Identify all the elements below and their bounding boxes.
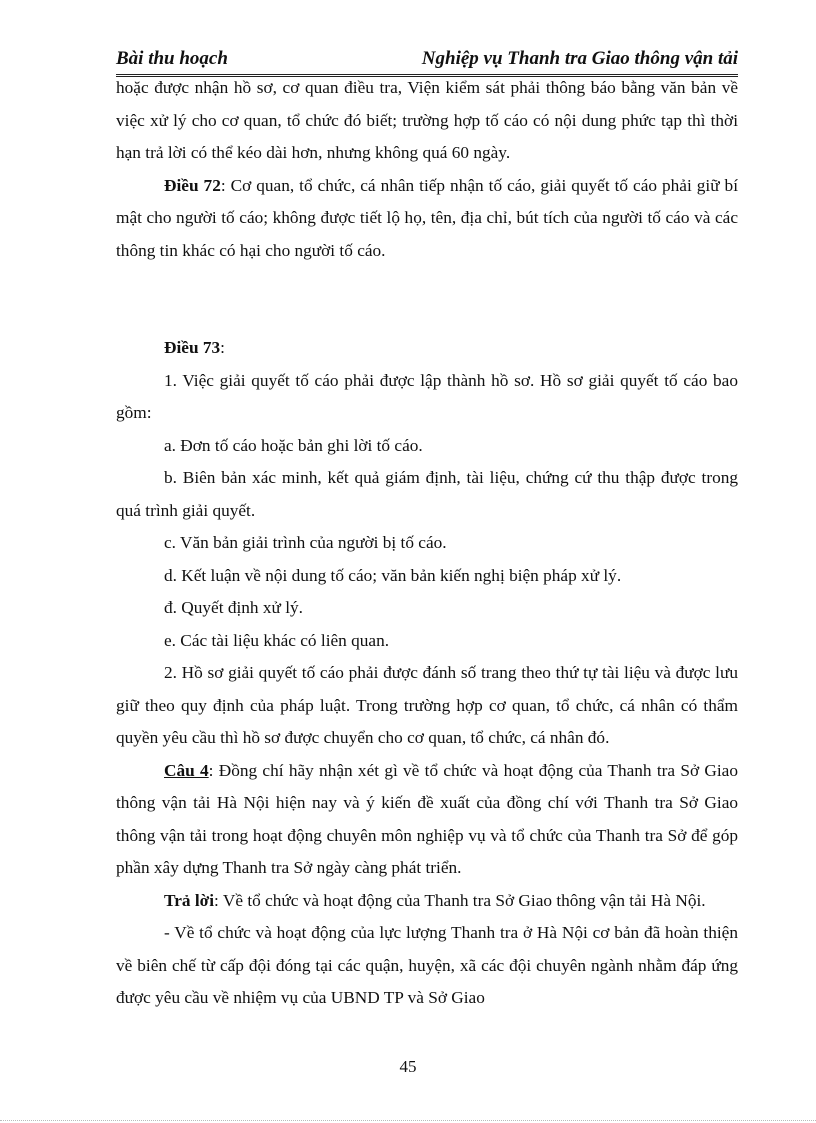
article-72-label: Điều 72 xyxy=(164,175,221,195)
question-4 xyxy=(116,755,738,885)
article-73-heading xyxy=(116,332,738,365)
article-73-item-c: c. Văn bản giải trình của người bị tố cáo. xyxy=(164,533,447,552)
article-73-item-1: 1. Việc giải quyết tố cáo phải được lập thành hồ sơ. Hồ sơ giải quyết tố cáo bao gồm: xyxy=(116,370,738,422)
article-73-item-d: d. Kết luận về nội dung tố cáo; văn bản kiến nghị biện pháp xử lý. xyxy=(164,565,622,585)
article-73-item-2: 2. Hồ sơ giải quyết tố cáo phải được đánh số trang theo thứ tự tài liệu và được lưu giữ theo quy định của pháp luật. Trong trường hợp cơ quan, tổ chức, cá nhân có thẩm quyền yêu cầu thì hồ sơ được chuyển cho cơ quan, tổ chức, cá nhân đó. xyxy=(116,663,738,747)
question-4-label: Câu 4 xyxy=(164,760,209,780)
header-right-title: Nghiệp vụ Thanh tra Giao thông vận tải xyxy=(421,48,738,69)
article-73-item-e: e. Các tài liệu khác có liên quan. xyxy=(164,630,390,650)
answer xyxy=(116,885,738,918)
article-73-item-b: b. Biên bản xác minh, kết quả giám định, tài liệu, chứng cứ thu thập được trong quá trình giải quyết. xyxy=(116,468,738,520)
answer-paragraph: - Về tổ chức và hoạt động của lực lượng Thanh tra ở Hà Nội cơ bản đã hoàn thiện về biên chế từ cấp đội đóng tại các quận, huyện, xã các đội chuyên ngành nhằm đáp ứng được yêu cầu về nhiệm vụ của UBND TP và Sở Giao xyxy=(116,923,738,1007)
question-4-text: : Đồng chí hãy nhận xét gì về tổ chức và hoạt động của Thanh tra Sở Giao thông vận tải Hà Nội hiện nay và ý kiến đề xuất của đồng chí với Thanh tra Sở Giao thông vận tải trong hoạt động chuyên môn nghiệp vụ và tổ chức của Thanh tra Sở để góp phần xây dựng Thanh tra Sở ngày càng phát triển. xyxy=(116,760,738,877)
page-number: 45 xyxy=(399,1057,417,1076)
paragraph-continuation: hoặc được nhận hồ sơ, cơ quan điều tra, Viện kiểm sát phải thông báo bằng văn bản về việc xử lý cho cơ quan, tổ chức đó biết; trường hợp tố cáo có nội dung phức tạp thì thời hạn trả lời có thể kéo dài hơn, nhưng không quá 60 ngày. xyxy=(116,78,738,162)
article-73-label: Điều 73 xyxy=(164,338,221,357)
article-73-item-dd: đ. Quyết định xử lý. xyxy=(164,598,303,617)
answer-label: Trả lời xyxy=(164,890,215,910)
article-73-colon: : xyxy=(220,338,225,357)
header-left-title: Bài thu hoạch xyxy=(116,48,228,69)
article-72 xyxy=(116,170,738,268)
answer-text: : Về tổ chức và hoạt động của Thanh tra Sở Giao thông vận tải Hà Nội. xyxy=(214,890,706,910)
document-body xyxy=(116,72,738,1015)
article-73-item-a: a. Đơn tố cáo hoặc bản ghi lời tố cáo. xyxy=(164,435,423,455)
article-72-text: : Cơ quan, tổ chức, cá nhân tiếp nhận tố cáo, giải quyết tố cáo phải giữ bí mật cho người tố cáo; không được tiết lộ họ, tên, địa chỉ, bút tích của người tố cáo và các thông tin khác có hại cho người tố cáo. xyxy=(116,175,738,260)
page-bottom-divider xyxy=(0,1120,816,1121)
